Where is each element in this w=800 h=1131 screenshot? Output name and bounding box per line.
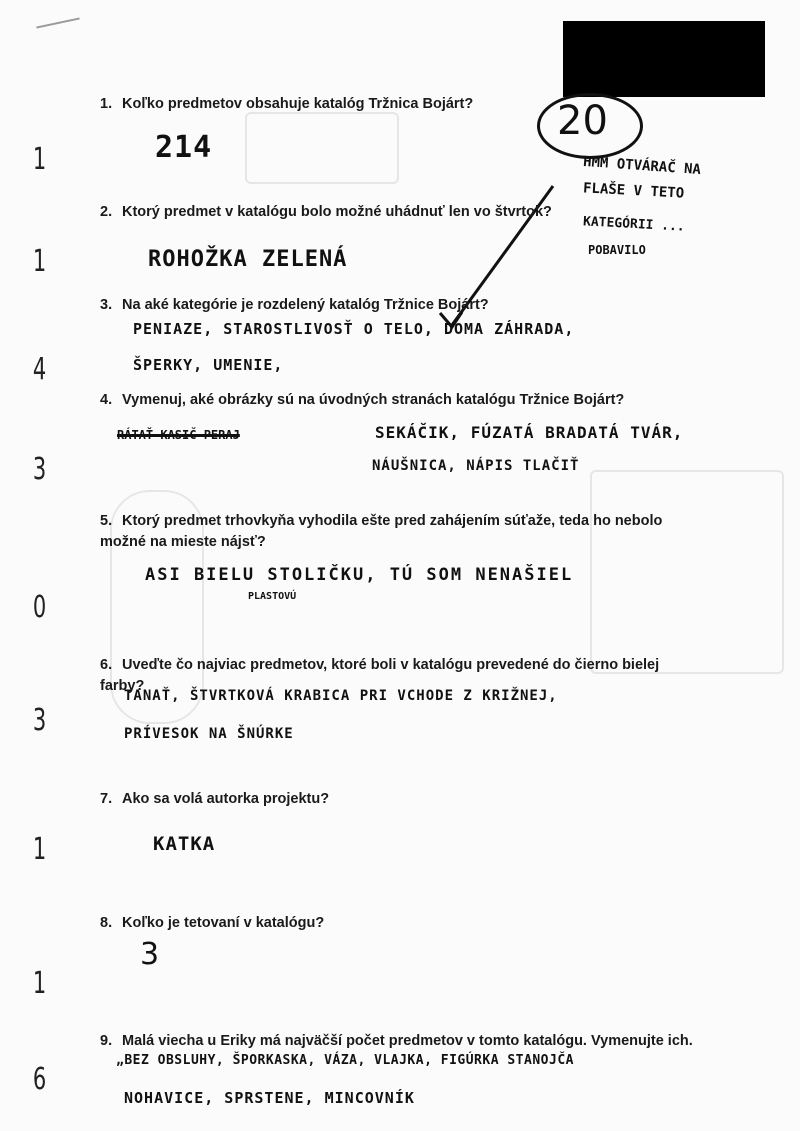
answer-1: 214	[155, 130, 213, 165]
question-9: 9. Malá viecha u Eriky má najväčší počet predmetov v tomto katalógu. Vymenujte ich.	[100, 1033, 693, 1049]
answer-4-line-2: NÁUŠNICA, NÁPIS TLAČIŤ	[372, 458, 580, 474]
question-8: 8. Koľko je tetovaní v katalógu?	[100, 915, 325, 931]
margin-note-line: POBAVILO	[588, 243, 646, 257]
margin-note-line: KATEGÓRII ...	[582, 214, 686, 235]
answer-6-line-1: TANAŤ, ŠTVRTKOVÁ KRABICA PRI VCHODE Z KRIŽNEJ,	[124, 688, 558, 704]
question-7: 7. Ako sa volá autorka projektu?	[100, 791, 330, 807]
margin-note-line: FLAŠE V TETO	[582, 180, 685, 202]
score-7: 1	[32, 832, 47, 867]
margin-note-line: HMM OTVÁRAČ NA	[582, 153, 702, 179]
answer-9-line-2: NOHAVICE, SPRSTENE, MINCOVNÍK	[124, 1089, 415, 1107]
answer-9-line-1: „BEZ OBSLUHY, ŠPORKASKA, VÁZA, VLAJKA, FIGÚRKA STANOJČA	[116, 1053, 574, 1068]
answer-6-line-2: PRÍVESOK NA ŠNÚRKE	[124, 726, 294, 742]
score-2: 1	[32, 244, 47, 279]
answer-8: 3	[140, 937, 161, 972]
answer-3-line-2: ŠPERKY, UMENIE,	[133, 356, 284, 374]
answer-5: ASI BIELU STOLIČKU, TÚ SOM NENAŠIEL	[145, 565, 574, 585]
score-4: 3	[32, 452, 47, 487]
total-score: 20	[557, 98, 608, 144]
question-2: 2. Ktorý predmet v katalógu bolo možné uhádnuť len vo štvrtok?	[100, 204, 552, 220]
score-6: 3	[32, 703, 47, 738]
answer-2: ROHOŽKA ZELENÁ	[148, 247, 348, 272]
question-1: 1. Koľko predmetov obsahuje katalóg Tržnica Bojárt?	[100, 96, 474, 112]
crossed-out-answer: RÁTAŤ KASIČ PERAJ	[117, 428, 240, 442]
score-8: 1	[32, 966, 47, 1001]
score-9: 6	[32, 1062, 47, 1097]
question-5: 5. Ktorý predmet trhovkyňa vyhodila ešte pred zahájením súťaže, teda ho nebolo možné na mieste nájsť?	[100, 513, 663, 550]
score-5: 0	[32, 590, 47, 625]
score-3: 4	[32, 352, 47, 387]
question-3: 3. Na aké kategórie je rozdelený katalóg Tržnice Bojárt?	[100, 297, 489, 313]
answer-4-line-1: SEKÁČIK, FÚZATÁ BRADATÁ TVÁR,	[375, 423, 684, 442]
answer-5-insert: PLASTOVÚ	[248, 591, 297, 602]
score-1: 1	[32, 142, 47, 177]
question-6: 6. Uveďte čo najviac predmetov, ktoré boli v katalógu prevedené do čierno bielej farby?	[100, 657, 660, 694]
answer-7: KATKA	[153, 833, 216, 855]
answer-3-line-1: PENIAZE, STAROSTLIVOSŤ O TELO, DOMA ZÁHRADA,	[133, 320, 575, 338]
question-4: 4. Vymenuj, aké obrázky sú na úvodných stranách katalógu Tržnice Bojárt?	[100, 392, 625, 408]
